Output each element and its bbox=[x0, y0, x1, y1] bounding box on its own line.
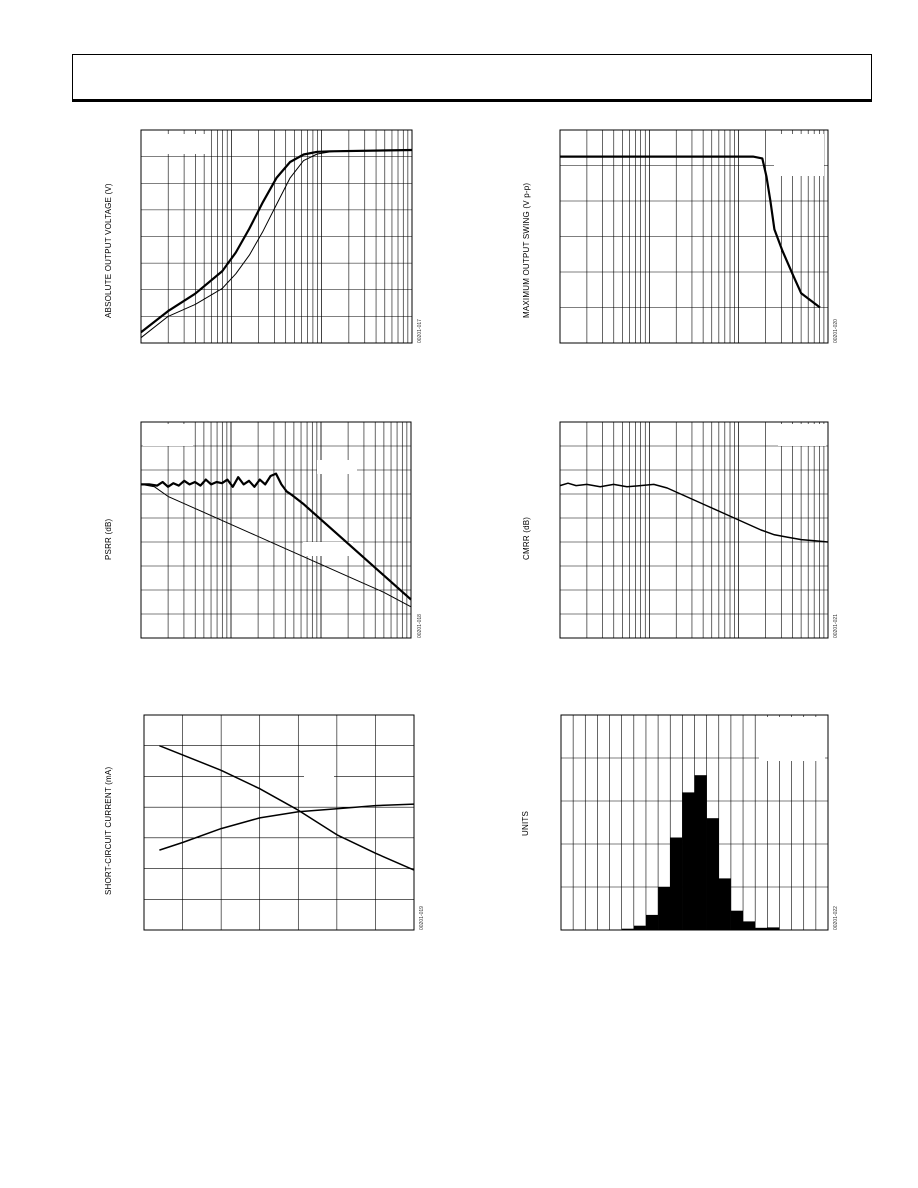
c6-bar-9 bbox=[658, 887, 670, 930]
chart-c1-svg bbox=[141, 130, 412, 343]
chart-c5-svg bbox=[144, 715, 414, 930]
c6-bar-12 bbox=[695, 775, 707, 930]
c6-bar-15 bbox=[731, 911, 743, 930]
chart-absolute-output-voltage bbox=[141, 130, 412, 343]
c6-bar-7 bbox=[634, 926, 646, 930]
chart-short-circuit-current bbox=[144, 715, 414, 930]
c5-series-0-line bbox=[159, 746, 414, 870]
c5-legend-area bbox=[376, 717, 410, 739]
chart-maximum-output-swing bbox=[560, 130, 828, 343]
c6-bar-17 bbox=[755, 928, 767, 930]
c4-frame bbox=[560, 422, 828, 638]
c6-bar-11 bbox=[682, 792, 694, 930]
chart-c4-svg bbox=[560, 422, 828, 638]
chart-c2-svg bbox=[560, 130, 828, 343]
chart-units-histogram bbox=[561, 715, 828, 930]
chart-c6-figure-id: 00201-022 bbox=[833, 906, 839, 930]
c6-bar-18 bbox=[767, 927, 779, 930]
c3-legend-area bbox=[143, 424, 193, 446]
chart-c6-svg bbox=[561, 715, 828, 930]
chart-c3-ylabel: PSRR (dB) bbox=[104, 518, 113, 560]
c3-series-1-line bbox=[141, 484, 411, 606]
chart-cmrr bbox=[560, 422, 828, 638]
c4-series-0-line bbox=[560, 483, 828, 542]
c6-bar-16 bbox=[743, 921, 755, 930]
chart-c5-ylabel: SHORT-CIRCUIT CURRENT (mA) bbox=[104, 766, 113, 895]
chart-psrr bbox=[141, 422, 411, 638]
page-header-box bbox=[72, 54, 872, 102]
c6-bar-8 bbox=[646, 915, 658, 930]
c4-legend-area bbox=[778, 424, 826, 446]
chart-c1-figure-id: 00201-017 bbox=[417, 319, 423, 343]
c6-bar-14 bbox=[719, 878, 731, 930]
c1-series-0-line bbox=[141, 150, 412, 332]
c5-legend-area bbox=[304, 770, 334, 782]
c5-frame bbox=[144, 715, 414, 930]
chart-c3-svg bbox=[141, 422, 411, 638]
c5-series-1-line bbox=[159, 804, 414, 850]
c3-legend-area bbox=[303, 542, 353, 556]
c6-bar-6 bbox=[622, 929, 634, 930]
chart-c5-figure-id: 00201-019 bbox=[419, 906, 425, 930]
c2-legend-area bbox=[774, 134, 824, 176]
chart-c6-ylabel: UNITS bbox=[521, 811, 530, 836]
c6-bar-10 bbox=[670, 838, 682, 931]
chart-c2-ylabel: MAXIMUM OUTPUT SWING (V p-p) bbox=[522, 182, 531, 318]
chart-c4-figure-id: 00201-021 bbox=[833, 614, 839, 638]
c3-legend-area bbox=[317, 460, 357, 474]
c1-legend-area bbox=[145, 134, 205, 154]
c3-frame bbox=[141, 422, 411, 638]
c6-bar-13 bbox=[707, 818, 719, 930]
chart-c2-figure-id: 00201-020 bbox=[833, 319, 839, 343]
chart-c3-figure-id: 00201-018 bbox=[417, 614, 423, 638]
chart-c4-ylabel: CMRR (dB) bbox=[522, 516, 531, 560]
c6-legend-area bbox=[759, 717, 825, 761]
c3-series-0-line bbox=[141, 474, 411, 600]
chart-c1-ylabel: ABSOLUTE OUTPUT VOLTAGE (V) bbox=[104, 183, 113, 318]
